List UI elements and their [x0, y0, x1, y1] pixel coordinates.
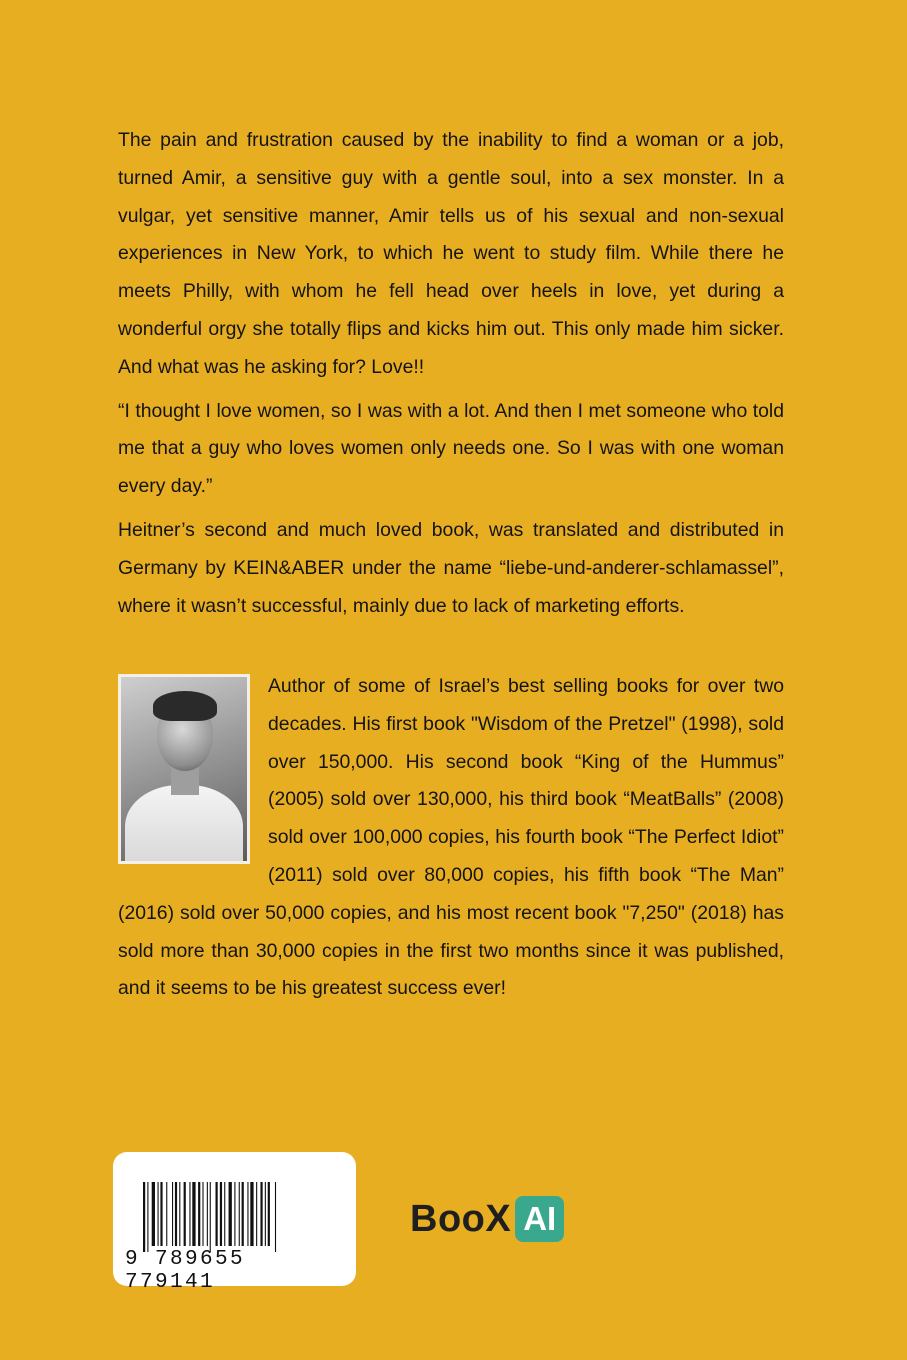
publisher-name: BooX — [410, 1197, 512, 1240]
barcode-bar — [234, 1182, 235, 1246]
barcode-bar — [216, 1182, 218, 1246]
barcode-bar — [175, 1182, 177, 1246]
barcode-bar — [247, 1182, 248, 1246]
blurb-quote: “I thought I love women, so I was with a lot. And then I met someone who told me that a guy who loves women only needs one. So I was with one woman every day.” — [118, 399, 784, 498]
barcode-bar — [229, 1182, 232, 1246]
barcode-bar — [198, 1182, 200, 1246]
barcode-bar — [179, 1182, 180, 1246]
barcode-bar — [184, 1182, 186, 1246]
barcode-card — [113, 1152, 356, 1294]
barcode-bar — [256, 1182, 257, 1246]
publisher-logo — [410, 1190, 564, 1248]
barcode-bar — [250, 1182, 253, 1246]
barcode-bar — [210, 1182, 211, 1252]
barcode-bar — [207, 1182, 208, 1246]
author-bio-section — [118, 668, 784, 1008]
publisher-badge: AI — [515, 1196, 564, 1242]
barcode-bar — [192, 1182, 195, 1246]
barcode-bar — [260, 1182, 262, 1246]
author-photo — [118, 674, 250, 864]
blurb-section — [118, 122, 784, 631]
barcode-bar — [189, 1182, 190, 1246]
barcode-bar — [275, 1182, 276, 1252]
barcode-bar — [239, 1182, 240, 1246]
barcode-bar — [202, 1182, 203, 1246]
barcode-bar — [242, 1182, 244, 1246]
blurb-paragraph-1: The pain and frustration caused by the inability to find a woman or a job, turned Amir, a sensitive guy with a gentle soul, into a sex monster. In a vulgar, yet sensitive manner, Amir tells us of his sexual and non-sexual experiences in New York, to which he went to study film. While there he meets Philly, with whom he fell head over heels in love, yet during a wonderful orgy she totally flips and kicks him out. This only made him sicker. And what was he asking for? Love!! — [118, 129, 784, 378]
barcode-bar — [224, 1182, 225, 1246]
barcode-bar — [268, 1182, 270, 1246]
barcode-bar — [158, 1182, 159, 1246]
isbn-number: 9 789655 779141 — [125, 1248, 246, 1294]
blurb-paragraph-3: Heitner’s second and much loved book, was translated and distributed in Germany by KEIN&ABER under the name “liebe-und-anderer-schlamassel”, where it wasn’t successful, mainly due to lack of marketing efforts. — [118, 518, 784, 617]
barcode-bar — [160, 1182, 162, 1246]
barcode-bar — [166, 1182, 167, 1246]
barcode-bar — [143, 1182, 145, 1252]
barcode-bar — [172, 1182, 173, 1246]
barcode-bar — [147, 1182, 148, 1252]
author-bio-text: Author of some of Israel’s best selling books for over two decades. His first book "Wisdom of the Pretzel" (1998), sold over 150,000. His second book “King of the Hummus” (2005) sold over 130,000, his third book “MeatBalls” (2008) sold over 100,000 copies, his fourth book “The Perfect Idiot” (2011) sold over 80,000 copies, his fifth book “The Man” (2016) sold over 50,000 copies, and his most recent book "7,250" (2018) has sold more than 30,000 copies in the first two months since it was published, and it seems to be his greatest success ever! — [118, 675, 784, 1000]
barcode-bar — [220, 1182, 222, 1246]
barcode-bar — [265, 1182, 266, 1246]
barcode-bar — [152, 1182, 155, 1246]
